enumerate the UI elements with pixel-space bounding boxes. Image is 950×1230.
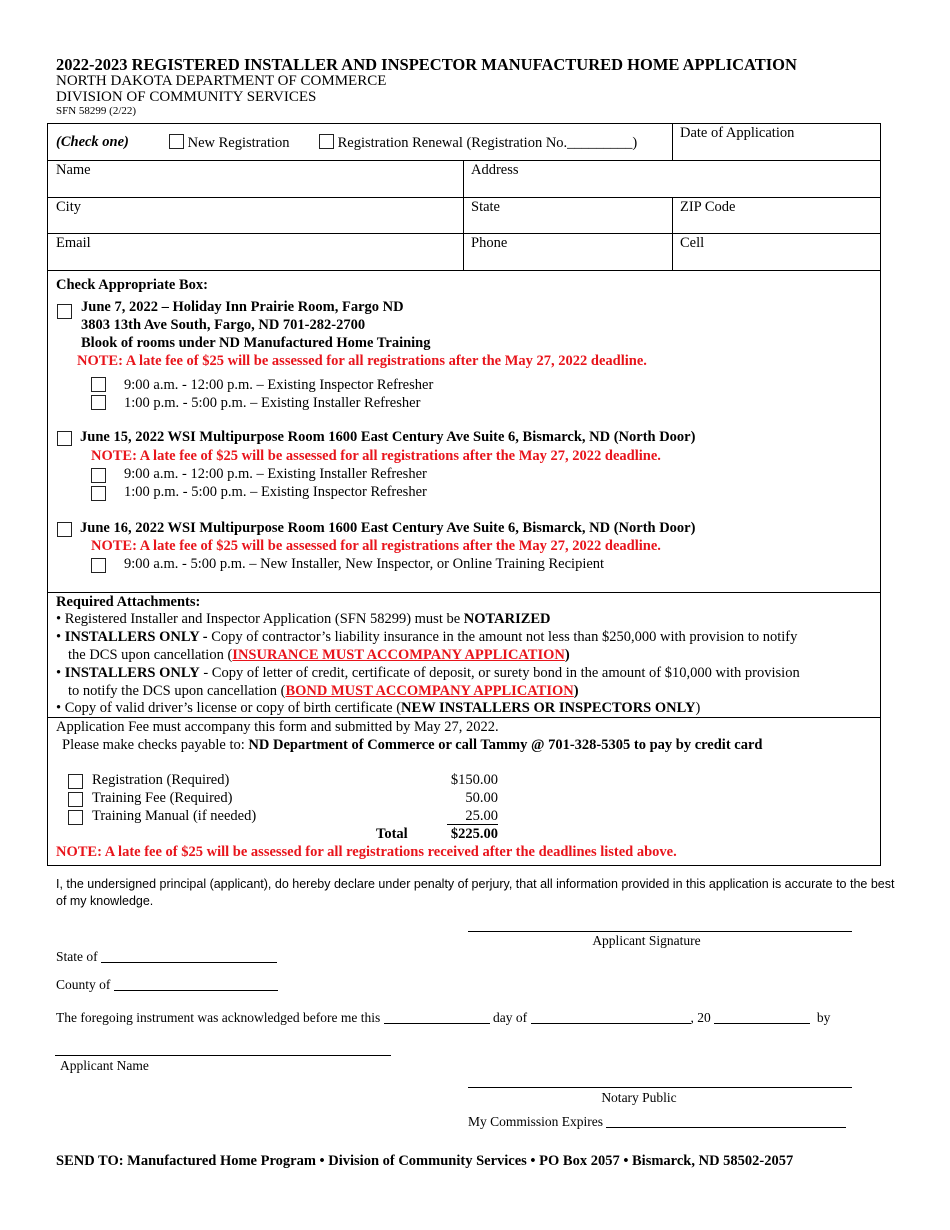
ack-year-field[interactable] [714,1010,810,1024]
attachment-insurance: • INSTALLERS ONLY - Copy of contractor’s liability insurance in the amount not less than $250,000 with provision to notify [56,629,798,645]
address-field[interactable] [471,162,519,179]
send-to-address: SEND TO: Manufactured Home Program • Division of Community Services • PO Box 2057 • Bismarck, ND 58502-2057 [56,1153,794,1169]
attachment-bond: • INSTALLERS ONLY - Copy of letter of credit, certificate of deposit, or surety bond in the amount of $10,000 with provision [56,665,800,681]
total-amount: $225.00 [450,826,498,842]
training-manual-checkbox[interactable] [68,810,83,825]
june7-inspector-refresher-label: 9:00 a.m. - 12:00 p.m. – Existing Inspector Refresher [124,377,434,393]
fees-late-fee-note: NOTE: A late fee of $25 will be assessed for all registrations received after the deadlines listed above. [56,844,677,860]
phone-label: Phone [471,235,508,251]
session-june7-late-fee-note: NOTE: A late fee of $25 will be assessed for all registrations after the May 27, 2022 deadline. [77,353,647,369]
june7-installer-refresher-checkbox[interactable] [91,395,106,410]
applicant-signature-label: Applicant Signature [592,933,701,948]
commission-expires-field[interactable]: My Commission Expires [468,1114,846,1130]
training-fee-checkbox[interactable] [68,792,83,807]
email-field[interactable] [56,235,91,252]
state-of-field[interactable]: State of [56,949,277,965]
fee-deadline-text: Application Fee must accompany this form and submitted by May 27, 2022. [56,719,499,735]
perjury-declaration: I, the undersigned principal (applicant), do hereby declare under penalty of perjury, that all information provided in this application is accurate to the best of my knowledge. [56,877,895,908]
sessions-heading: Check Appropriate Box: [56,277,208,293]
session-june16-title: June 16, 2022 WSI Multipurpose Room 1600 East Century Ave Suite 6, Bismarck, ND (North Door) [80,520,696,536]
attachment-notarized: • Registered Installer and Inspector Application (SFN 58299) must be NOTARIZED [56,611,551,627]
total-label: Total [376,826,408,842]
zip-code-label: ZIP Code [680,199,736,215]
registration-fee-label: Registration (Required) [92,772,230,788]
new-registration-label: New Registration [187,135,290,151]
attachments-heading: Required Attachments: [56,594,201,610]
session-june16-checkbox[interactable] [57,522,72,537]
june7-inspector-refresher-checkbox[interactable] [91,377,106,392]
session-june7-checkbox[interactable] [57,304,72,319]
email-label: Email [56,235,91,251]
form-title: 2022-2023 REGISTERED INSTALLER AND INSPECTOR MANUFACTURED HOME APPLICATION [56,55,797,74]
state-of-line[interactable] [101,949,277,963]
session-june15-title: June 15, 2022 WSI Multipurpose Room 1600 East Century Ave Suite 6, Bismarck, ND (North Door) [80,429,696,445]
june15-inspector-refresher-label: 1:00 p.m. - 5:00 p.m. – Existing Inspector Refresher [124,484,427,500]
registration-fee-amount: $150.00 [450,772,498,788]
new-registration-checkbox[interactable] [169,134,184,149]
new-registration-option[interactable] [169,134,290,152]
training-manual-amount: 25.00 [447,808,498,825]
june16-new-training-checkbox[interactable] [91,558,106,573]
notary-public-label: Notary Public [601,1090,677,1105]
applicant-name-line[interactable] [55,1055,391,1056]
registration-renewal-option[interactable] [319,134,637,152]
attachment-bond-cont: to notify the DCS upon cancellation (BOND MUST ACCOMPANY APPLICATION) [68,683,579,699]
state-label: State [471,199,500,215]
cell-label: Cell [680,235,705,251]
name-label: Name [56,162,91,178]
june15-installer-refresher-label: 9:00 a.m. - 12:00 p.m. – Existing Installer Refresher [124,466,427,482]
june7-installer-refresher-label: 1:00 p.m. - 5:00 p.m. – Existing Installer Refresher [124,395,421,411]
notary-signature-line[interactable] [468,1087,852,1088]
date-of-application-label: Date of Application [680,125,795,141]
training-fee-label: Training Fee (Required) [92,790,233,806]
registration-renewal-label: Registration Renewal (Registration No._________) [337,135,638,151]
form-number: SFN 58299 (2/22) [56,105,137,117]
commission-expires-line[interactable] [606,1114,846,1128]
county-of-field[interactable]: County of [56,977,278,993]
acknowledgment-line: The foregoing instrument was acknowledged before me this day of , 20 by [56,1010,831,1025]
city-label: City [56,199,81,215]
address-label: Address [471,162,519,178]
registration-renewal-checkbox[interactable] [319,134,334,149]
ack-day-field[interactable] [384,1010,490,1024]
state-field[interactable] [471,199,500,216]
date-of-application-field[interactable] [680,125,794,142]
ack-month-field[interactable] [531,1010,691,1024]
cell-field[interactable] [680,235,704,252]
session-june7-title: June 7, 2022 – Holiday Inn Prairie Room, Fargo ND [81,299,404,315]
session-june15-checkbox[interactable] [57,431,72,446]
june15-inspector-refresher-checkbox[interactable] [91,486,106,501]
payment-instructions: Please make checks payable to: ND Department of Commerce or call Tammy @ 701-328-5305 to pay by credit card [62,737,763,753]
june16-new-training-label: 9:00 a.m. - 5:00 p.m. – New Installer, New Inspector, or Online Training Recipient [124,556,605,572]
zip-code-field[interactable] [680,199,735,216]
session-june15-late-fee-note: NOTE: A late fee of $25 will be assessed for all registrations after the May 27, 2022 deadline. [91,448,661,464]
applicant-signature-line[interactable] [468,931,852,932]
name-field[interactable] [56,162,91,179]
county-of-line[interactable] [114,977,278,991]
attachment-id: • Copy of valid driver’s license or copy of birth certificate (NEW INSTALLERS OR INSPECTORS ONLY) [56,700,701,716]
city-field[interactable] [56,199,81,216]
division-name: DIVISION OF COMMUNITY SERVICES [56,89,317,105]
applicant-name-label: Applicant Name [60,1058,149,1073]
registration-fee-checkbox[interactable] [68,774,83,789]
training-fee-amount: 50.00 [465,790,498,806]
session-june7-address: 3803 13th Ave South, Fargo, ND 701-282-2700 [81,317,366,333]
phone-field[interactable] [471,235,507,252]
session-june7-rooms: Blook of rooms under ND Manufactured Home Training [81,335,431,351]
june15-installer-refresher-checkbox[interactable] [91,468,106,483]
department-name: NORTH DAKOTA DEPARTMENT OF COMMERCE [56,73,387,89]
check-one-label: (Check one) [56,134,129,150]
session-june16-late-fee-note: NOTE: A late fee of $25 will be assessed for all registrations after the May 27, 2022 deadline. [91,538,661,554]
training-manual-label: Training Manual (if needed) [92,808,257,824]
attachment-insurance-cont: the DCS upon cancellation (INSURANCE MUST ACCOMPANY APPLICATION) [68,647,570,663]
